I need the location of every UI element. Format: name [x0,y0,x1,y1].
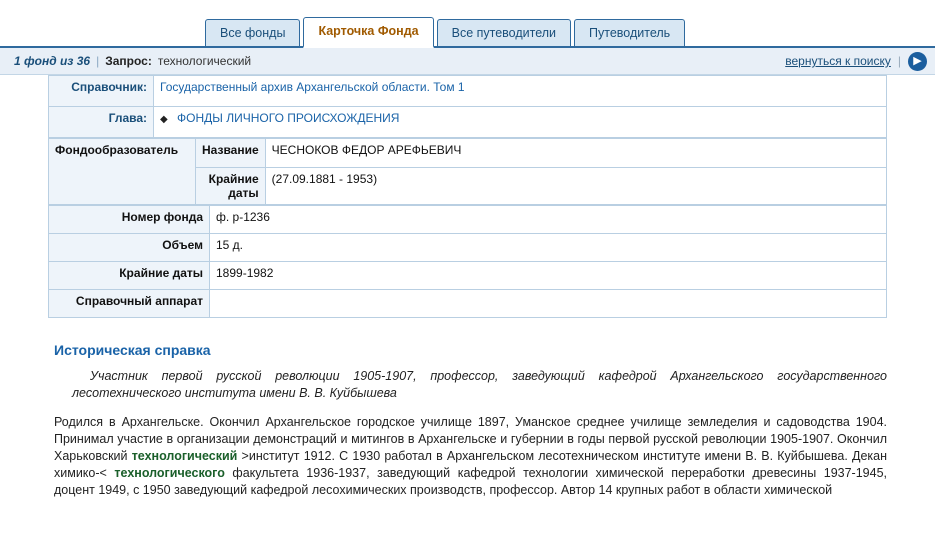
historical-note-summary: Участник первой русской революции 1905-1907, профессор, заведующий кафедрой Архангельского государственного лесотехнического института имени В. В. Куйбышева [72,369,887,400]
table-row [49,290,887,318]
founder-dates-value: (27.09.1881 - 1953) [265,168,886,205]
table-row [49,76,887,107]
founder-name-label: Название [196,139,266,168]
query-separator: | [96,54,100,68]
historical-note-title: Историческая справка [54,342,211,358]
search-highlight-1: технологический [131,449,238,463]
founder-row-label: Фондообразователь [49,139,196,205]
fund-volume-value: 15 д. [210,234,887,262]
result-count: 1 фонд из 36 [14,54,91,68]
table-row [49,206,887,234]
historical-body-part3: факультета 1936-1937, заведующий кафедрой технологии химической переработки древесины 1937-1945, доцент 1949, с 1950 заведующий кафедрой лесохимических производств, профессор. Автор 14 крупных работ в области химической [54,466,887,497]
fund-finding-aid-label: Справочный аппарат [49,290,210,318]
tab-all-funds-label: Все фонды [220,26,286,40]
tab-guide[interactable] [574,19,685,46]
diamond-bullet-icon: ◆ [160,114,168,125]
tab-fund-card-label: Карточка Фонда [318,24,419,38]
fund-number-value: ф. р-1236 [210,206,887,234]
search-highlight-2: технологического [114,466,225,480]
action-separator: | [897,54,901,68]
tab-guide-label: Путеводитель [589,26,671,40]
tab-all-guides[interactable] [437,19,571,46]
tab-all-guides-label: Все путеводители [451,26,557,40]
glava-value-cell [154,107,887,138]
founder-dates-label-line1: Крайние [208,172,259,186]
fund-dates-label: Крайние даты [49,262,210,290]
query-value: технологический [157,54,252,68]
circle-arrow-right-icon[interactable]: ▶ [908,52,927,71]
fund-volume-label: Объем [49,234,210,262]
founder-table [48,138,887,205]
historical-note-body [54,414,887,499]
reference-table [48,75,887,138]
fund-finding-aid-value [210,290,887,318]
fund-attributes-table [48,205,887,318]
tab-bar [0,0,935,48]
fund-dates-value: 1899-1982 [210,262,887,290]
spravochnik-label: Справочник: [49,76,154,107]
founder-name-value: ЧЕСНОКОВ ФЕДОР АРЕФЬЕВИЧ [265,139,886,168]
spravochnik-value[interactable]: Государственный архив Архангельской области. Том 1 [154,76,887,107]
query-bar [0,48,935,75]
tab-all-funds[interactable] [205,19,300,46]
back-to-search-link[interactable]: вернуться к поиску [785,54,891,68]
tab-list [205,17,685,46]
glava-value[interactable]: ФОНДЫ ЛИЧНОГО ПРОИСХОЖДЕНИЯ [177,111,400,125]
main-content [0,75,935,499]
founder-dates-label-line2: даты [228,186,259,200]
query-label: Запрос: [105,54,152,68]
historical-body-part1: Родился в Архангельске. Окончил Архангельское городское училище 1897, Уманское среднее училище земледелия и садоводства 1904. Принимал участие в организации демонстраций и митингов в Архангельске и губернии в годы первой русской революции 1905-1907. Окончил Харьковский [54,415,887,463]
table-row [49,139,887,168]
table-row [49,262,887,290]
query-info [14,54,251,68]
tab-fund-card[interactable] [303,17,433,48]
fund-number-label: Номер фонда [49,206,210,234]
query-actions [785,52,927,71]
table-row [49,107,887,138]
table-row [49,234,887,262]
glava-label: Глава: [49,107,154,138]
founder-dates-label [196,168,266,205]
historical-body-part2: >институт 1912. С 1930 работал в Архангельском лесотехническом институте имени В. В. Куйбышева. Декан химико-< [54,449,887,480]
